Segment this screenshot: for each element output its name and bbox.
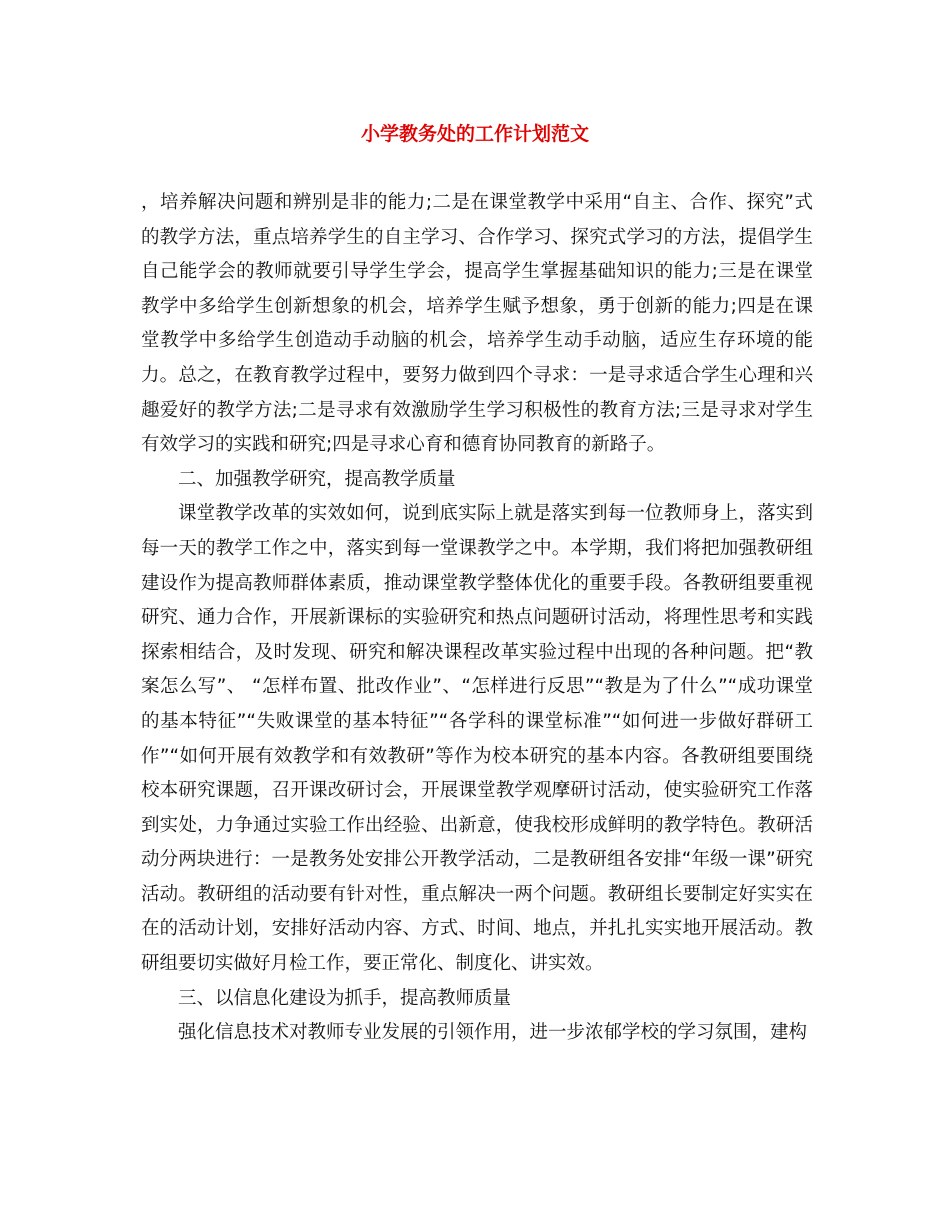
section-heading-2: 二、加强教学研究，提高教学质量 <box>178 468 456 490</box>
section-heading-3: 三、以信息化建设为抓手，提高教师质量 <box>178 987 512 1009</box>
document-title: 小学教务处的工作计划范文 <box>360 123 589 145</box>
paragraph-teaching-research: 课堂教学改革的实效如何，说到底实际上就是落实到每一位教师身上，落实到每一天的教学工作之中，落实到每一堂课教学之中。本学期，我们将把加强教研组建设作为提高教师群体素质，推动课堂教学整体优化的重要手段。各教研组要重视研究、通力合作，开展新课标的实验研究和热点问题研讨活动，将理性思考和实践探索相结合，及时发现、研究和解决课程改革实验过程中出现的各种问题。把“教案怎么写”、 “怎样布置、批改作业”、“怎样进行反思”“教是为了什么”“成功课堂的基本特征”“失败课堂的基本特征”“各学科的课堂标准”“如何进一步做好群研工作”“如何开展有效教学和有效教研”等作为校本研究的基本内容。各教研组要围绕校本研究课题，召开课改研讨会，开展课堂教学观摩研讨活动，使实验研究工作落到实处，力争通过实验工作出经验、出新意，使我校形成鲜明的教学特色。教研活动分两块进行：一是教务处安排公开教学活动，二是教研组各安排“年级一课”研究活动。教研组的活动要有针对性，重点解决一两个问题。教研组长要制定好实实在在的活动计划，安排好活动内容、方式、时间、地点，并扎扎实实地开展活动。教研组要切实做好月检工作，要正常化、制度化、讲实效。 <box>141 503 813 975</box>
paragraph-continuation: ，培养解决问题和辨别是非的能力;二是在课堂教学中采用“自主、合作、探究”式的教学方法，重点培养学生的自主学习、合作学习、探究式学习的方法，提倡学生自己能学会的教师就要引导学生学会，提高学生掌握基础知识的能力;三是在课堂教学中多给学生创新想象的机会，培养学生赋予想象，勇于创新的能力;四是在课堂教学中多给学生创造动手动脑的机会，培养学生动手动脑，适应生存环境的能力。总之，在教育教学过程中，要努力做到四个寻求：一是寻求适合学生心理和兴趣爱好的教学方法;二是寻求有效激励学生学习积极性的教育方法;三是寻求对学生有效学习的实践和研究;四是寻求心育和德育协同教育的新路子。 <box>141 192 813 456</box>
document-body <box>141 186 813 1051</box>
paragraph-informatization: 强化信息技术对教师专业发展的引领作用，进一步浓郁学校的学习氛围，建构 <box>178 1022 808 1044</box>
